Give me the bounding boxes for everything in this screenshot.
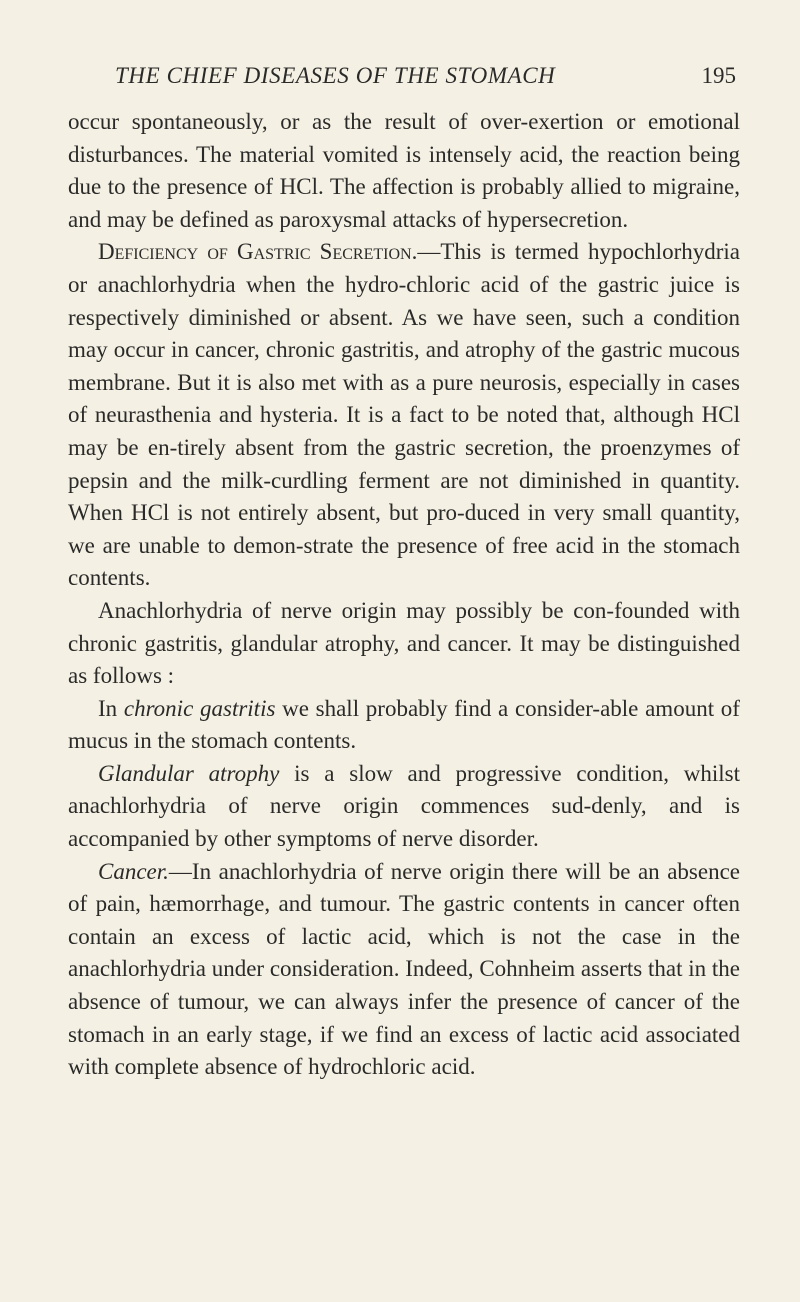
- paragraph-text: Anachlorhydria of nerve origin may possibly be con-founded with chronic gastritis, glandular atrophy, and cancer. It may be distinguished as follows :: [68, 597, 740, 689]
- paragraph-lead: In: [98, 695, 124, 721]
- paragraph-anachlorhydria: [68, 595, 740, 693]
- paragraph-text: —In anachlorhydria of nerve origin there will be an absence of pain, hæmorrhage, and tumour. The gastric contents in cancer often contain an excess of lactic acid, which is not the case in the anachlorhydria under consideration. Indeed, Cohnheim asserts that in the absence of tumour, we can always infer the presence of cancer of the stomach in an early stage, if we find an excess of lactic acid associated with complete absence of hydrochloric acid.: [68, 858, 740, 1080]
- body-text: [68, 106, 740, 1084]
- running-title: THE CHIEF DISEASES OF THE STOMACH: [115, 63, 556, 88]
- paragraph-text: —This is termed hypochlorhydria or anachlorhydria when the hydro-chloric acid of the gastric juice is respectively diminished or absent. As we have seen, such a condition may occur in cancer, chronic gastritis, and atrophy of the gastric mucous membrane. But it is also met with as a pure neurosis, especially in cases of neurasthenia and hysteria. It is a fact to be noted that, although HCl may be en-tirely absent from the gastric secretion, the proenzymes of pepsin and the milk-curdling ferment are not diminished in quantity. When HCl is not entirely absent, but pro-duced in very small quantity, we are unable to demon-strate the presence of free acid in the stomach contents.: [68, 239, 740, 591]
- italic-term: Cancer.: [98, 858, 169, 884]
- section-heading: Deficiency of Gastric Secretion.: [98, 239, 418, 265]
- paragraph-text: we shall probably find a consider-able amount of mucus in the stomach contents.: [68, 695, 740, 754]
- paragraph-deficiency: [68, 236, 740, 595]
- paragraph-chronic-gastritis: [68, 693, 740, 758]
- page-number: 195: [701, 63, 736, 88]
- paragraph-cancer: [68, 856, 740, 1084]
- paragraph-text: occur spontaneously, or as the result of over-exertion or emotional disturbances. The material vomited is intensely acid, the reaction being due to the presence of HCl. The affection is probably allied to migraine, and may be defined as paroxysmal attacks of hypersecretion.: [68, 109, 740, 232]
- paragraph-continuation: [68, 106, 740, 236]
- book-page: [68, 60, 740, 1084]
- paragraph-text: is a slow and progressive condition, whilst anachlorhydria of nerve origin commences sud-denly, and is accompanied by other symptoms of nerve disorder.: [68, 760, 740, 852]
- paragraph-glandular-atrophy: [68, 758, 740, 856]
- running-head: [68, 60, 740, 94]
- italic-term: Glandular atrophy: [98, 760, 280, 786]
- italic-term: chronic gastritis: [123, 695, 276, 721]
